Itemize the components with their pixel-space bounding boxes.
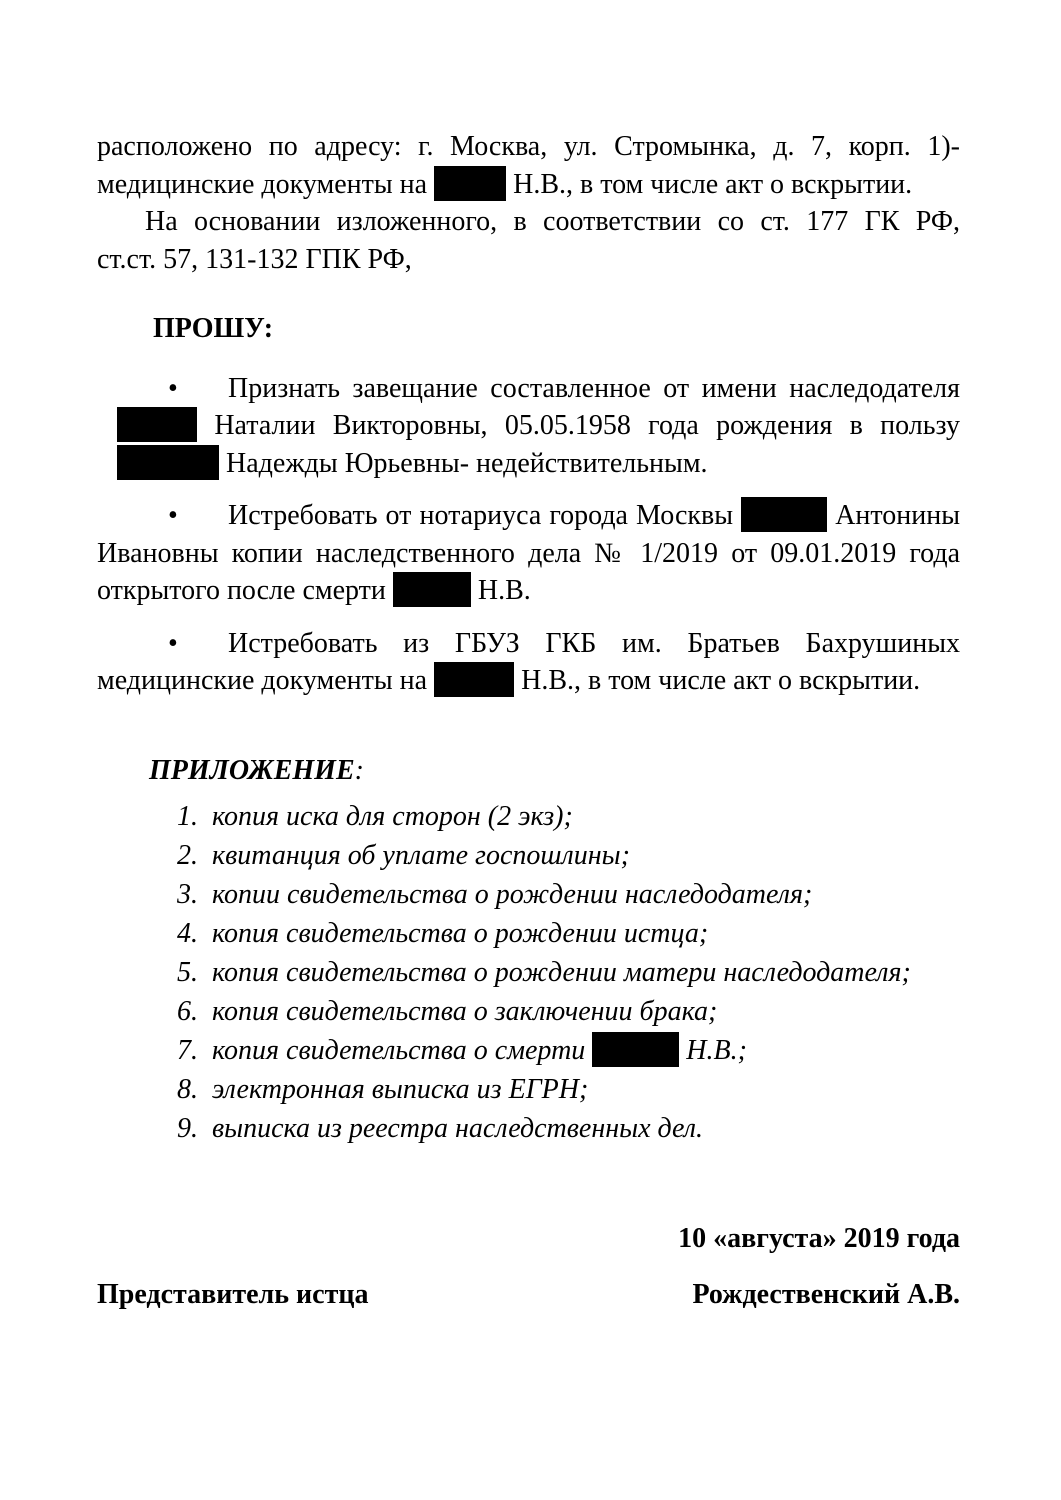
item-number: 6. [177, 996, 198, 1027]
item-text: выписка из реестра наследственных дел. [212, 1113, 703, 1144]
attachment-list [97, 797, 960, 1148]
text-line [97, 166, 960, 204]
bullet-icon: • [168, 627, 178, 659]
text-line [97, 370, 960, 408]
item-number: 4. [177, 918, 198, 949]
text-line [97, 662, 960, 700]
text-line [97, 445, 960, 483]
item-text: копии свидетельства о рождении наследодателя; [212, 879, 813, 910]
item-number: 2. [177, 840, 198, 871]
item-text: копия иска для сторон (2 экз); [212, 801, 573, 832]
item-number: 5. [177, 957, 198, 988]
paragraph-text: Истребовать из ГБУЗ ГКБ им. Братьев Бахрушиных [228, 627, 960, 659]
paragraph-text: медицинские документы на [97, 665, 428, 696]
attachment-item [177, 953, 960, 992]
redaction-box [393, 572, 471, 607]
request-bullet-3 [97, 625, 960, 700]
text-line [97, 203, 960, 241]
attachment-item [177, 797, 960, 836]
redaction-box [117, 445, 219, 480]
redaction-box [741, 497, 827, 532]
item-number: 3. [177, 879, 198, 910]
redaction-box [117, 407, 197, 442]
request-bullet-1 [97, 370, 960, 483]
bullet-icon: • [168, 500, 178, 531]
text-line [97, 572, 960, 610]
paragraph-text: Истребовать от нотариуса города Москвы [228, 500, 734, 531]
text-line [97, 128, 960, 166]
item-text: копия свидетельства о смерти [212, 1035, 586, 1066]
paragraph-text: Ивановны копии наследственного дела № 1/2019 от 09.01.2019 года [97, 537, 960, 569]
text-line [97, 497, 960, 535]
attachment-item [177, 992, 960, 1031]
attachment-item [177, 1070, 960, 1109]
text-line [97, 407, 960, 445]
redaction-box [434, 662, 514, 697]
item-number: 1. [177, 801, 198, 832]
bullet-icon: • [168, 372, 178, 404]
signer-name: Рождественский А.В. [692, 1278, 960, 1310]
signature-date: 10 «августа» 2019 года [678, 1223, 960, 1254]
signature-row [97, 1276, 960, 1314]
item-number: 8. [177, 1074, 198, 1105]
item-text: копия свидетельства о рождении истца; [212, 918, 709, 949]
attachment-item [177, 1109, 960, 1148]
request-bullet-2 [97, 497, 960, 610]
paragraph-text: Н.В., в том числе акт о вскрытии. [513, 168, 913, 200]
paragraph-text: На основании изложенного, в соответствии со ст. 177 ГК РФ, [145, 206, 960, 237]
attachment-item [177, 914, 960, 953]
item-text: копия свидетельства о заключении брака; [212, 996, 718, 1027]
attachment-heading-colon: : [354, 754, 364, 786]
request-heading: ПРОШУ: [153, 313, 274, 344]
paragraph-text: открытого после смерти [97, 575, 386, 606]
item-text: электронная выписка из ЕГРН; [212, 1074, 589, 1105]
attachment-item [177, 836, 960, 875]
item-number: 7. [177, 1035, 198, 1066]
paragraph-text: Признать завещание составленное от имени наследодателя [228, 372, 960, 404]
item-number: 9. [177, 1113, 198, 1144]
paragraph-text: Надежды Юрьевны- недействительным. [226, 447, 708, 479]
signer-role: Представитель истца [97, 1278, 369, 1310]
text-line [97, 241, 960, 279]
item-text: копия свидетельства о рождении матери наследодателя; [212, 957, 911, 988]
attachment-item [177, 875, 960, 914]
paragraph-text: ст.ст. 57, 131-132 ГПК РФ, [97, 243, 412, 275]
redaction-box [592, 1032, 679, 1067]
paragraph-text: Н.В., в том числе акт о вскрытии. [521, 665, 921, 696]
item-text: квитанция об уплате госпошлины; [212, 840, 630, 871]
attachment-item [177, 1031, 960, 1070]
body-paragraph-1 [97, 128, 960, 203]
body-paragraph-2 [97, 203, 960, 278]
paragraph-text: Н.В. [477, 575, 531, 606]
attachment-heading [97, 752, 960, 790]
text-line [97, 625, 960, 663]
attachment-heading-word: ПРИЛОЖЕНИЕ [149, 754, 355, 786]
text-line [97, 535, 960, 573]
paragraph-text: расположено по адресу: г. Москва, ул. Стромынка, д. 7, корп. 1)- [97, 131, 960, 162]
paragraph-text: Антонины [835, 500, 961, 531]
redaction-box [434, 166, 506, 201]
paragraph-text: Наталии Викторовны, 05.05.1958 года рождения в пользу [214, 410, 961, 441]
item-text: Н.В.; [686, 1035, 747, 1066]
paragraph-text: медицинские документы на [97, 168, 428, 200]
